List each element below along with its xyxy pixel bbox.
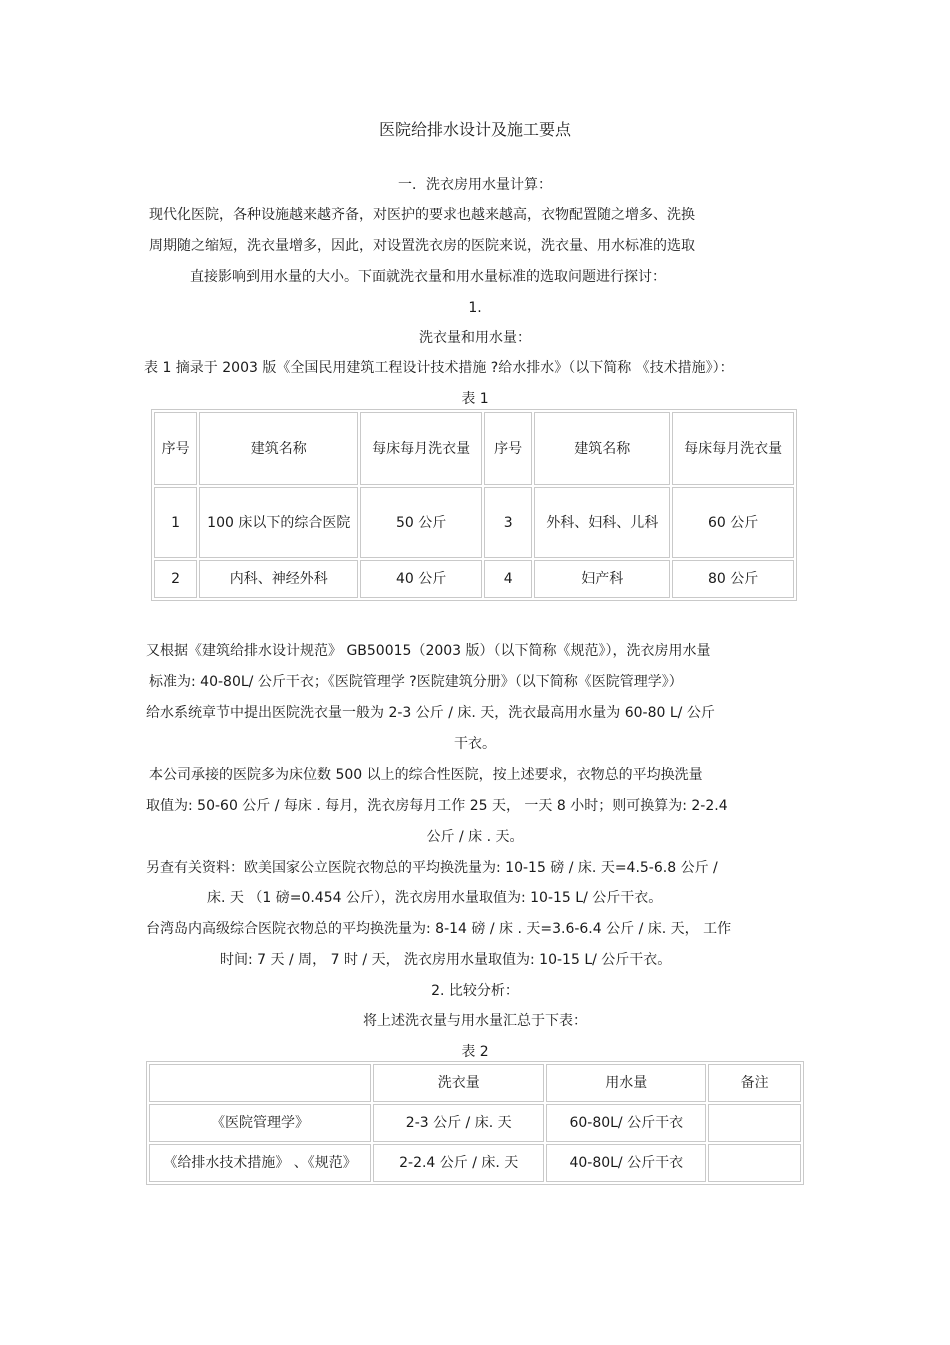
table-cell: 40-80L/ 公斤干衣 (546, 1144, 706, 1182)
table-cell: 60 公斤 (672, 487, 794, 558)
table-header-cell: 用水量 (546, 1064, 706, 1102)
table-1-intro: 表 1 摘录于 2003 版《全国民用建筑工程设计技术措施 ?给水排水》（以下简称 《技术措施》）： (144, 360, 734, 376)
table-header-cell: 每床每月洗衣量 (360, 412, 482, 485)
paragraph-line: 时间: 7 天 / 周， 7 时 / 天， 洗衣房用水量取值为: 10-15 L/ 公斤干衣。 (220, 952, 672, 968)
paragraph-line: 直接影响到用水量的大小。下面就洗衣量和用水量标准的选取问题进行探讨： (190, 269, 666, 285)
table-header-cell: 备注 (708, 1064, 801, 1102)
table-cell: 50 公斤 (360, 487, 482, 558)
paragraph-line: 本公司承接的医院多为床位数 500 以上的综合性医院，按上述要求，衣物总的平均换洗量 (149, 767, 703, 783)
table-cell: 1 (154, 487, 197, 558)
table-cell: 2-3 公斤 / 床. 天 (373, 1104, 544, 1142)
table-cell: 《医院管理学》 (149, 1104, 371, 1142)
table-row (154, 487, 794, 558)
table-row (154, 560, 794, 598)
table-header-cell: 洗衣量 (373, 1064, 544, 1102)
section-2-heading: 2. 比较分析： (431, 983, 519, 999)
paragraph-line: 又根据《建筑给排水设计规范》 GB50015（2003 版）（以下简称《规范》），洗衣房用水量 (146, 643, 711, 659)
paragraph-line: 周期随之缩短，洗衣量增多，因此，对设置洗衣房的医院来说，洗衣量、用水标准的选取 (149, 238, 695, 254)
table-1-caption: 表 1 (461, 391, 489, 407)
table-cell: 80 公斤 (672, 560, 794, 598)
table-2 (146, 1061, 804, 1185)
table-cell: 外科、妇科、儿科 (534, 487, 670, 558)
paragraph-line: 另查有关资料：欧美国家公立医院衣物总的平均换洗量为: 10-15 磅 / 床. 天=4.5-6.8 公斤 / (146, 860, 718, 876)
paragraph-line: 公斤 / 床 . 天。 (426, 829, 524, 845)
section-1-heading: 一．洗衣房用水量计算： (398, 177, 552, 193)
table-header-cell (149, 1064, 371, 1102)
paragraph-line: 现代化医院，各种设施越来越齐备，对医护的要求也越来越高，衣物配置随之增多、洗换 (149, 207, 695, 223)
table-cell: 4 (484, 560, 532, 598)
table-cell: 《给排水技术措施》 、《规范》 (149, 1144, 371, 1182)
table-cell: 60-80L/ 公斤干衣 (546, 1104, 706, 1142)
paragraph-line: 标准为: 40-80L/ 公斤干衣；《医院管理学 ?医院建筑分册》（以下简称《医院管理学》） (149, 674, 683, 690)
table-cell: 3 (484, 487, 532, 558)
table-cell (708, 1104, 801, 1142)
table-cell: 2 (154, 560, 197, 598)
table-header-cell: 每床每月洗衣量 (672, 412, 794, 485)
table-cell: 100 床以下的综合医院 (199, 487, 358, 558)
paragraph-line: 取值为: 50-60 公斤 / 每床 . 每月，洗衣房每月工作 25 天， 一天 8 小时；则可换算为: 2-2.4 (146, 798, 728, 814)
paragraph-line: 给水系统章节中提出医院洗衣量一般为 2-3 公斤 / 床. 天，洗衣最高用水量为 60-80 L/ 公斤 (146, 705, 715, 721)
table-2-caption: 表 2 (461, 1044, 489, 1060)
table-header-row (154, 412, 794, 485)
table-cell: 内科、神经外科 (199, 560, 358, 598)
paragraph-line: 床. 天 （1 磅=0.454 公斤），洗衣房用水量取值为: 10-15 L/ 公斤干衣。 (207, 890, 663, 906)
table-cell: 40 公斤 (360, 560, 482, 598)
table-header-cell: 建筑名称 (199, 412, 358, 485)
subsection-number: 1. (468, 300, 482, 316)
page-title: 医院给排水设计及施工要点 (378, 120, 571, 139)
subsection-title: 洗衣量和用水量： (419, 330, 531, 346)
table-1 (151, 409, 797, 601)
table-row (149, 1144, 801, 1182)
table-cell: 2-2.4 公斤 / 床. 天 (373, 1144, 544, 1182)
table-cell: 妇产科 (534, 560, 670, 598)
table-row (149, 1104, 801, 1142)
paragraph-line: 台湾岛内高级综合医院衣物总的平均换洗量为: 8-14 磅 / 床 . 天=3.6-6.4 公斤 / 床. 天， 工作 (146, 921, 732, 937)
table-2-intro: 将上述洗衣量与用水量汇总于下表： (363, 1013, 587, 1029)
paragraph-line: 干衣。 (454, 736, 496, 752)
table-header-cell: 序号 (154, 412, 197, 485)
table-header-cell: 建筑名称 (534, 412, 670, 485)
table-header-row (149, 1064, 801, 1102)
table-header-cell: 序号 (484, 412, 532, 485)
table-cell (708, 1144, 801, 1182)
